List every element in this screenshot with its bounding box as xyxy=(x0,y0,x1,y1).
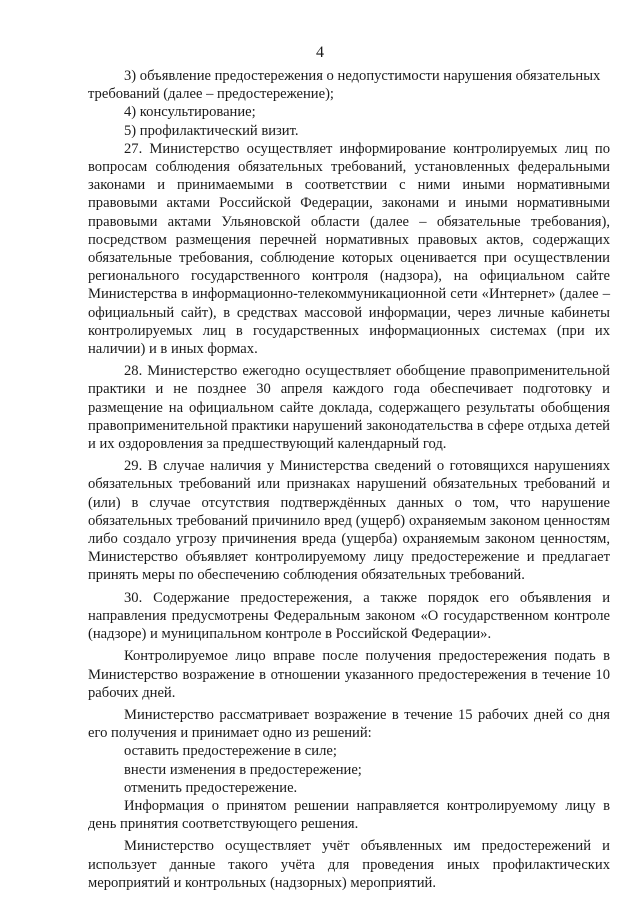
list-item-3: 3) объявление предостережения о недопустимости нарушения обязательных требований (далее – предостережение); xyxy=(88,68,601,103)
paragraph-28: 28. Министерство ежегодно осуществляет обобщение правоприменительной практики и не позднее 30 апреля каждого года обеспечивает подготовку и размещение на официальном сайте доклада, содержащего результаты обобщения правоприменительной практики нарушений законодательства в сфере отдыха детей и их оздоровления за предшествующий календарный год. xyxy=(88,363,610,453)
decision-option-amend: внести изменения в предостережение; xyxy=(124,761,362,778)
paragraph-decision-info: Информация о принятом решении направляется контролируемому лицу в день принятия соответствующего решения. xyxy=(88,797,610,833)
paragraph-objection-review: Министерство рассматривает возражение в течение 15 рабочих дней со дня его получения и принимает одно из решений: xyxy=(88,706,610,742)
paragraph-30: 30. Содержание предостережения, а также порядок его объявления и направления предусмотрены Федеральным законом «О государственном контроле (надзоре) и муниципальном контроле в Российской Федерации». xyxy=(88,589,610,643)
paragraph-objection: Контролируемое лицо вправе после получения предостережения подать в Министерство возражение в отношении указанного предостережения в течение 10 рабочих дней. xyxy=(88,648,610,701)
paragraph-29: 29. В случае наличия у Министерства сведений о готовящихся нарушениях обязательных требований или признаках нарушений обязательных требований и (или) в случае отсутствия подтверждённых данных о том, что нарушение обязательных требований причинило вред (ущерб) охраняемым законом ценностям либо создало угрозу причинения вреда (ущерба) охраняемым законом ценностям, Министерство объявляет контролируемому лицу предостережение и предлагает принять меры по обеспечению соблюдения обязательных требований. xyxy=(88,458,610,584)
document-body xyxy=(88,67,610,892)
page-number: 4 xyxy=(316,44,324,61)
paragraph-warnings-accounting: Министерство осуществляет учёт объявленных им предостережений и использует данные такого учёта для проведения иных профилактических мероприятий и контрольных (надзорных) мероприятий. xyxy=(88,838,610,891)
list-item-5: 5) профилактический визит. xyxy=(124,122,299,139)
decision-option-cancel: отменить предостережение. xyxy=(124,779,298,796)
paragraph-27: 27. Министерство осуществляет информирование контролируемых лиц по вопросам соблюдения обязательных требований, установленных федеральными законами и принимаемыми в соответствии с ними иными нормативными правовыми актами Российской Федерации, законами и иными нормативными правовыми актами Ульяновской области (далее – обязательные требования), посредством размещения перечней нормативных правовых актов, содержащих обязательные требования, соблюдение которых оценивается при осуществлении регионального государственного контроля (надзора), на официальном сайте Министерства в информационно-телекоммуникационной сети «Интернет» (далее – официальный сайт), в средствах массовой информации, через личные кабинеты контролируемых лиц в государственных информационных системах (при их наличии) и в иных формах. xyxy=(88,140,610,358)
list-item-4: 4) консультирование; xyxy=(124,104,256,121)
decision-option-keep: оставить предостережение в силе; xyxy=(124,743,337,760)
